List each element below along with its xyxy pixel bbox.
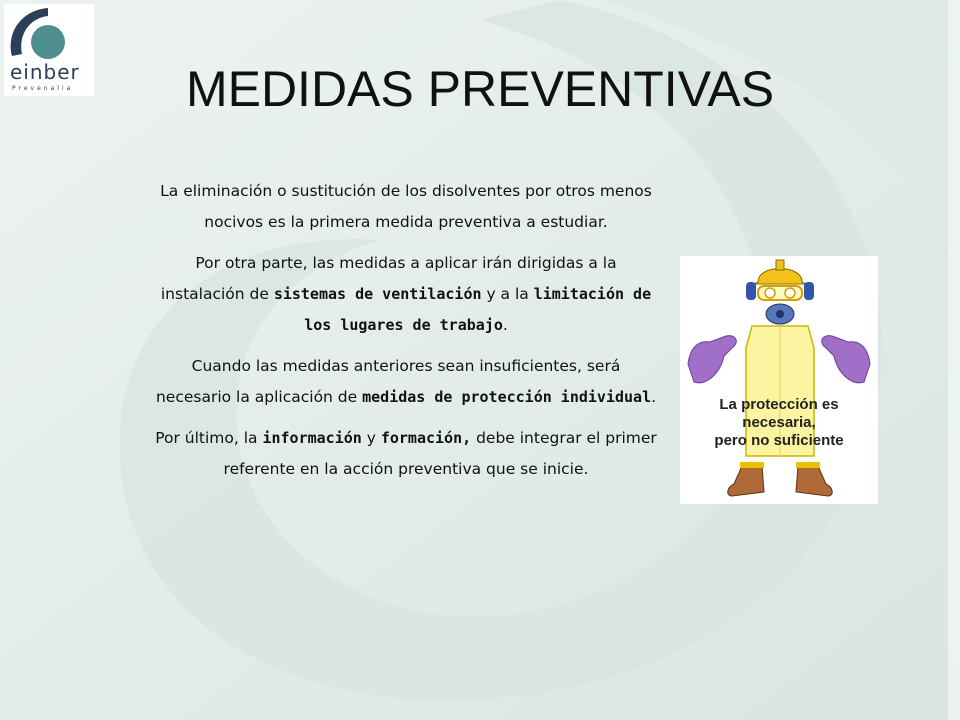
body-text (152, 176, 660, 495)
left-glove-icon (688, 336, 736, 383)
emphasis-ventilation: sistemas de ventilación (273, 285, 482, 303)
emphasis-training: formación, (380, 429, 472, 447)
paragraph-2: Por otra parte, las medidas a aplicar irán dirigidas a la instalación de sistemas de ventilación y a la limitación de los lugares de trabajo. (160, 254, 652, 334)
ppe-illustration (680, 256, 878, 504)
left-boot-icon (728, 466, 764, 496)
right-boot-icon (796, 466, 832, 496)
emphasis-workplace-limitation: limitación de los lugares de trabajo (304, 285, 652, 334)
emphasis-information: información (262, 429, 362, 447)
ppe-figure-icon (680, 256, 878, 504)
paragraph-1: La eliminación o sustitución de los disolventes por otros menos nocivos es la primera medida preventiva a estudiar. (160, 182, 652, 231)
page-title: MEDIDAS PREVENTIVAS (185, 61, 775, 117)
illustration-caption: La protección es necesaria, pero no suficiente (714, 396, 844, 449)
paragraph-3: Cuando las medidas anteriores sean insuficientes, será necesario la aplicación de medidas de protección individual. (155, 357, 657, 406)
paragraph-4: Por último, la información y formación, debe integrar el primer referente en la acción preventiva que se inicie. (155, 429, 657, 478)
emphasis-individual-protection: medidas de protección individual (362, 388, 652, 406)
right-glove-icon (822, 336, 870, 383)
logo-tagline: Prevenalia (12, 85, 74, 92)
logo-wordmark: einber (10, 60, 80, 84)
helmet-icon (754, 269, 806, 285)
